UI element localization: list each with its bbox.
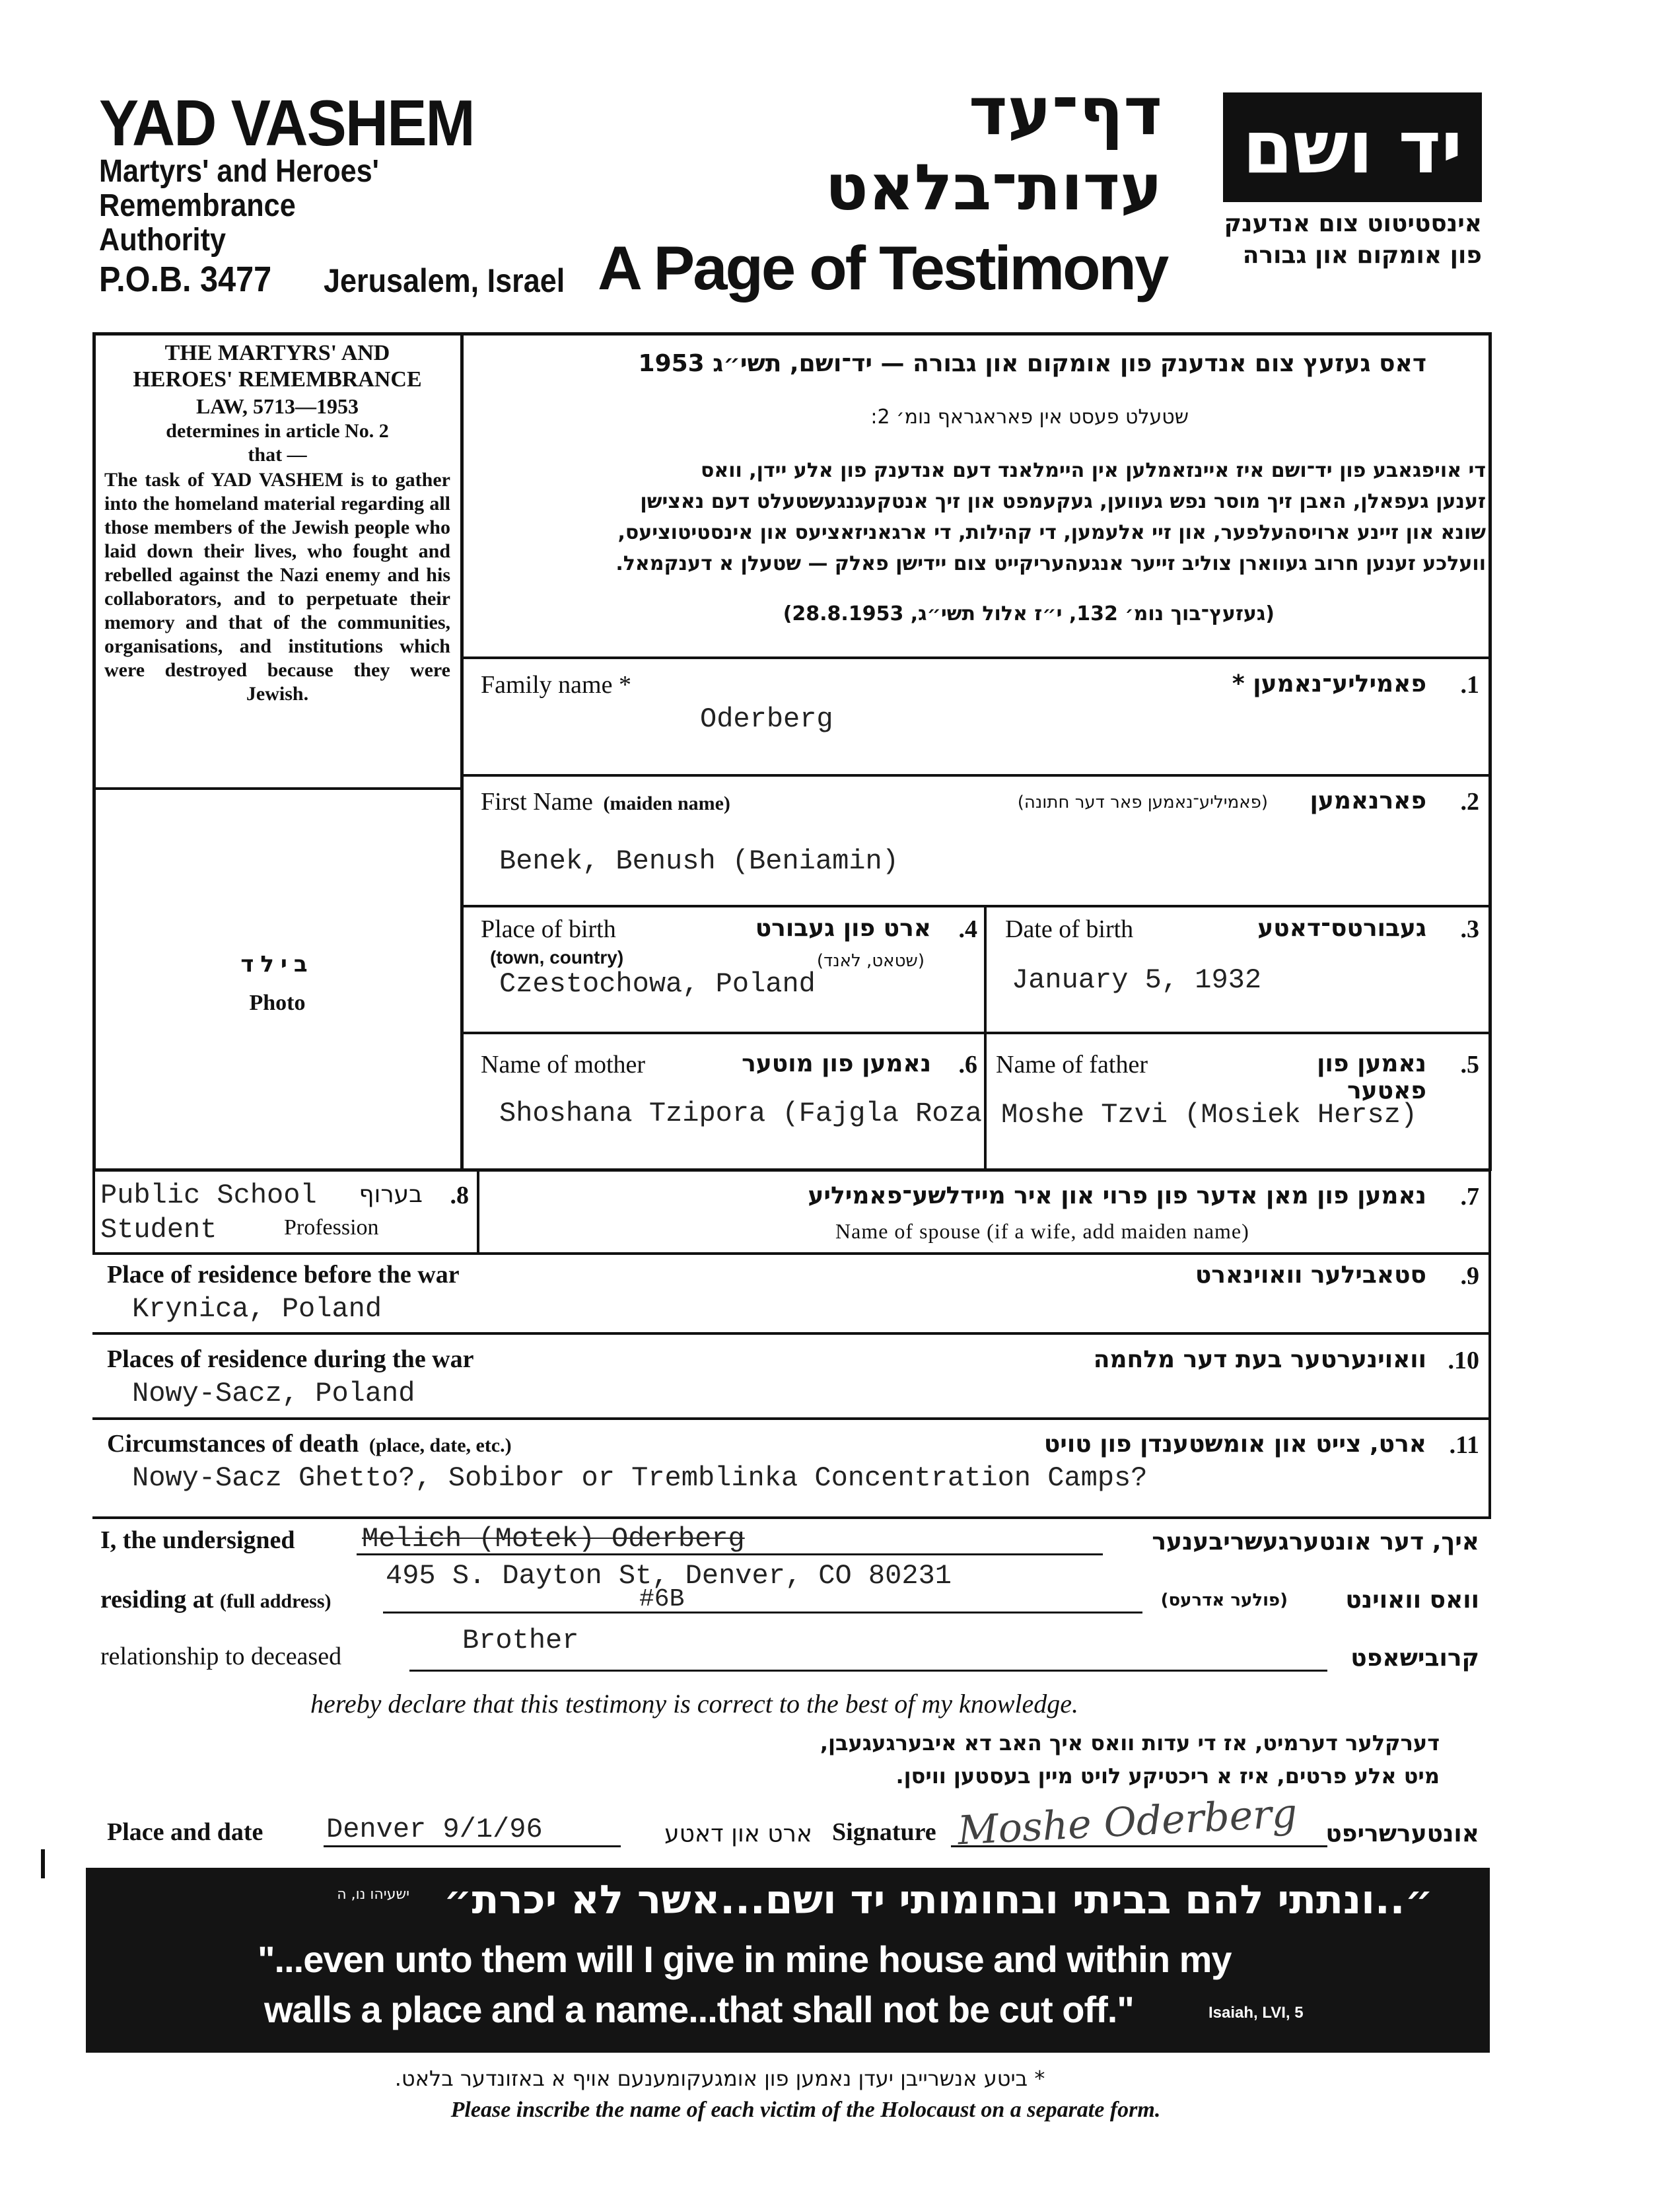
- residence-before-label: Place of residence before the war: [107, 1261, 460, 1289]
- field-5-num: .5: [1460, 1051, 1479, 1079]
- mother-name-heb: נאמען פון מוטער: [742, 1050, 931, 1077]
- father-name-heb: נאמען פון פאטער: [1317, 1050, 1426, 1104]
- org-title: YAD VASHEM: [99, 87, 474, 159]
- undersigned-label: I, the undersigned: [100, 1526, 295, 1554]
- father-name-label: Name of father: [996, 1051, 1148, 1079]
- hebrew-title-2: עדות־בלאט: [825, 151, 1162, 225]
- undersigned-value[interactable]: Melich (Motek) Oderberg: [362, 1523, 745, 1555]
- law-heb-line-2: זענען געפאלן, האבן זיך מוסר נפש געווען, געקעמפט און זיך אנטקעגנגעשטעלט דעם נאצישן: [640, 490, 1486, 513]
- field-11-num: .11: [1449, 1431, 1479, 1459]
- death-circumstances-value[interactable]: Nowy-Sacz Ghetto?, Sobibor or Tremblinka Concentration Camps?: [132, 1462, 1148, 1494]
- field-2-num: .2: [1460, 788, 1479, 816]
- yiddish-institute-1: אינסטיטוט צום אנדענק: [1224, 210, 1482, 237]
- place-of-birth-label: Place of birth: [481, 915, 616, 943]
- law-heb-line-3: שונא און זיינע ארויסהעלפער, און זיי אלעמען, די קהילות, די ארגאניזאציעס און אינסטיטוציעס,: [617, 521, 1486, 544]
- org-line-1: Martyrs' and Heroes': [99, 154, 379, 189]
- photo-heb-label: בילד: [240, 951, 314, 977]
- place-date-label: Place and date: [107, 1818, 263, 1846]
- field-4-num: .4: [958, 915, 977, 943]
- field-1-num: .1: [1460, 671, 1479, 699]
- residence-before-value[interactable]: Krynica, Poland: [132, 1293, 382, 1325]
- profession-value-1[interactable]: Public School: [100, 1180, 317, 1211]
- residence-during-label: Places of residence during the war: [107, 1345, 474, 1373]
- photo-label: Photo: [249, 991, 306, 1015]
- residence-during-value[interactable]: Nowy-Sacz, Poland: [132, 1378, 415, 1409]
- date-of-birth-label: Date of birth: [1005, 915, 1134, 943]
- field-3-num: .3: [1460, 915, 1479, 943]
- death-circumstances-label: [107, 1429, 512, 1458]
- residing-label-text: residing at: [100, 1586, 214, 1613]
- org-pob: P.O.B. 3477: [99, 260, 272, 299]
- place-date-value[interactable]: Denver 9/1/96: [326, 1814, 543, 1845]
- logo-text: יד ושם: [1242, 105, 1463, 190]
- field-8-num: .8: [450, 1182, 469, 1209]
- residence-during-heb: וואוינערטער בעת דער מלחמה: [1093, 1346, 1426, 1373]
- place-of-birth-sub: (town, country): [490, 947, 624, 968]
- date-of-birth-heb: געבורטס־דאטע: [1257, 915, 1426, 942]
- signature-label: Signature: [832, 1818, 936, 1846]
- profession-heb: בערוף: [359, 1181, 423, 1208]
- profession-value-2[interactable]: Student: [100, 1214, 217, 1246]
- field-7-num: .7: [1460, 1183, 1479, 1211]
- footer-en: Please inscribe the name of each victim of the Holocaust on a separate form.: [450, 2098, 1161, 2122]
- declare-heb-2: מיט אלע פרטים, איז א ריכטיקע לויט מיין בעסטען וויסן.: [895, 1763, 1440, 1789]
- address-line-1[interactable]: 495 S. Dayton St, Denver, CO 80231: [386, 1560, 952, 1592]
- banner-line-2: walls a place and a name...that shall not be cut off.": [264, 1989, 1134, 2030]
- hebrew-title-1: דף־עד: [968, 73, 1162, 150]
- signature-heb: אונטערשריפט: [1325, 1820, 1479, 1847]
- residence-before-heb: סטאבילער וואוינארט: [1195, 1261, 1426, 1289]
- declare-en: hereby declare that this testimony is correct to the best of my knowledge.: [310, 1689, 1079, 1719]
- family-name-label: Family name *: [481, 671, 631, 699]
- law-title-3: LAW, 5713—1953: [196, 394, 359, 418]
- law-body: The task of YAD VASHEM is to gather into the homeland material regarding all those members of the Jewish people who laid down their lives, who fought and rebelled against the Nazi enemy and his collaborators, and to perpetuate their memory and that of the communities, organisations, and institutions which were destroyed because they were Jewish.: [104, 469, 450, 705]
- address-line-2[interactable]: #6B: [639, 1585, 685, 1613]
- spouse-label: Name of spouse (if a wife, add maiden name): [835, 1219, 1249, 1243]
- law-heb-subtitle: שטעלט פעסט אין פאראגראף נומ׳ 2:: [870, 406, 1189, 429]
- residing-heb-sub: (פולער אדרעס): [1160, 1590, 1288, 1610]
- law-title-2: HEROES' REMEMBRANCE: [133, 367, 422, 392]
- profession-label: Profession: [284, 1215, 379, 1240]
- law-heb-line-1: די אויפגאבע פון יד־ושם איז איינזאמלען אין היימלאנד דעם אנדענק פון אלע יידן, וואס: [701, 459, 1486, 482]
- relationship-heb: קרובישאפט: [1350, 1645, 1479, 1672]
- margin-mark: [41, 1849, 45, 1878]
- first-name-heb-sub: (פאמיליע־נאמען פאר דער חתונה): [1017, 793, 1268, 812]
- residing-label: [100, 1585, 332, 1614]
- first-name-label: [481, 787, 730, 816]
- org-line-2: Remembrance: [99, 188, 296, 223]
- law-that: that —: [248, 444, 307, 466]
- residing-sub: (full address): [219, 1590, 332, 1612]
- yad-vashem-logo: [1223, 92, 1482, 202]
- residing-heb: וואס וואוינט: [1345, 1586, 1479, 1613]
- law-title-1: THE MARTYRS' AND: [164, 341, 390, 365]
- field-10-num: .10: [1448, 1347, 1479, 1374]
- date-of-birth-value[interactable]: January 5, 1932: [1012, 964, 1262, 996]
- first-name-value[interactable]: Benek, Benush (Beniamin): [499, 845, 899, 877]
- declare-heb-1: דערקלער דערמיט, אז די עדות וואס איך האב דא איבערגעגעבן,: [820, 1730, 1440, 1755]
- banner-ref: Isaiah, LVI, 5: [1208, 2004, 1304, 2022]
- field-9-num: .9: [1460, 1262, 1479, 1290]
- law-heb-title: דאס געזעץ צום אנדענק פון אומקום און גבורה — יד־ושם, תשי״ג 1953: [638, 350, 1426, 377]
- org-city: Jerusalem, Israel: [324, 262, 565, 299]
- death-circumstances-heb: ארט, צייט און אומשטענדן פון טויט: [1043, 1431, 1426, 1458]
- field-6-num: .6: [958, 1051, 977, 1079]
- family-name-heb: פאמיליע־נאמען *: [1232, 670, 1426, 697]
- father-name-value[interactable]: Moshe Tzvi (Mosiek Hersz): [1001, 1099, 1418, 1131]
- relationship-label: relationship to deceased: [100, 1643, 342, 1670]
- mother-name-value[interactable]: Shoshana Tzipora (Fajgla Roza: [499, 1098, 982, 1129]
- law-box: [99, 340, 456, 706]
- banner-hebrew-ref: ישעיהו נו, ה: [337, 1886, 409, 1903]
- signature-value[interactable]: Moshe Oderberg: [956, 1790, 1298, 1855]
- yiddish-institute-2: פון אומקום און גבורה: [1242, 242, 1482, 269]
- family-name-value[interactable]: Oderberg: [700, 703, 833, 735]
- place-of-birth-value[interactable]: Czestochowa, Poland: [499, 968, 816, 1000]
- death-circumstances-text: Circumstances of death: [107, 1430, 359, 1458]
- place-of-birth-heb-sub: (שטאט, לאנד): [816, 951, 925, 971]
- first-name-label-text: First Name: [481, 788, 593, 816]
- law-article: determines in article No. 2: [166, 420, 389, 442]
- place-of-birth-heb: ארט פון געבורט: [755, 915, 931, 942]
- main-title: A Page of Testimony: [598, 233, 1168, 302]
- law-heb-line-5: (געזעץ־בוך נומ׳ 132, י״ז אלול תשי״ג, 28.8.1953): [783, 602, 1275, 625]
- banner-line-1: "...even unto them will I give in mine house and within my: [258, 1938, 1232, 1980]
- org-line-3: Authority: [99, 223, 226, 258]
- spouse-heb: נאמען פון מאן אדער פון פרוי און איר מיידלשע־פאמיליע: [808, 1182, 1426, 1209]
- footer-heb: * ביטע אנשרייבן יעדן נאמען פון אומגעקומענעם אויף א באזונדער בלאט.: [394, 2066, 1045, 2091]
- mother-name-label: Name of mother: [481, 1051, 646, 1079]
- place-date-heb: ארט און דאטע: [664, 1820, 812, 1847]
- banner-hebrew: ״..ונתתי להם בביתי ובחומותי יד ושם...אשר לא יכרת״: [443, 1877, 1433, 1923]
- law-heb-line-4: וועלכע זענען חרוב געווארן צוליב זייער אנגעהעריקייט צום יידישן פאלק — שטעלן א דענקמאל.: [615, 552, 1486, 575]
- first-name-heb: פארנאמען: [1310, 787, 1426, 814]
- relationship-value[interactable]: Brother: [462, 1625, 579, 1656]
- quote-banner: [86, 1868, 1490, 2053]
- undersigned-heb: איך, דער אונטערגעשריבענער: [1152, 1528, 1479, 1555]
- death-circumstances-sub: (place, date, etc.): [368, 1435, 512, 1456]
- first-name-sub: (maiden name): [603, 793, 730, 814]
